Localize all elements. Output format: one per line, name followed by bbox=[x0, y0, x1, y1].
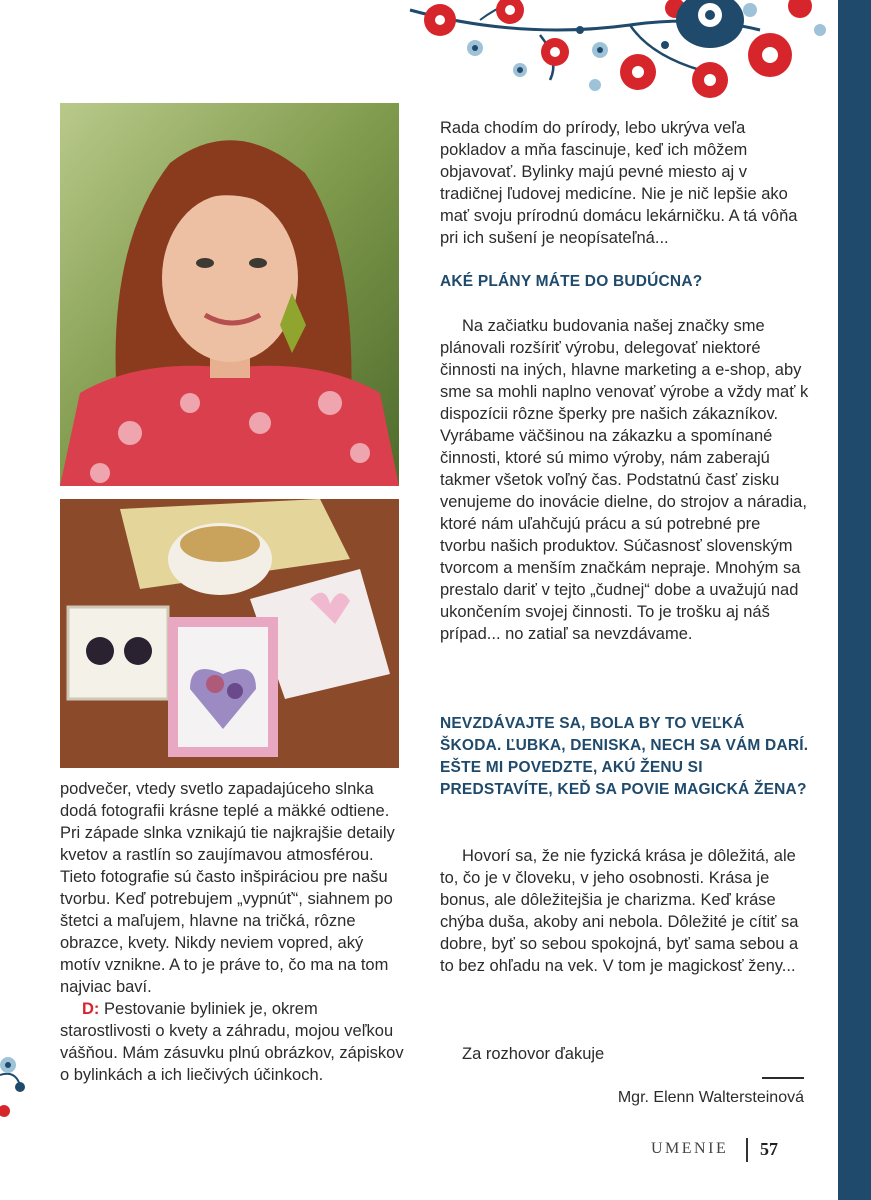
jewelry-photo bbox=[60, 499, 399, 768]
footer-section-name: UMENIE bbox=[651, 1140, 729, 1157]
left-paragraph-2 bbox=[60, 998, 405, 1086]
left-column-text bbox=[60, 778, 405, 1086]
question-heading-1: AKÉ PLÁNY MÁTE DO BUDÚCNA? bbox=[440, 273, 703, 290]
thanks-line: Za rozhovor ďakuje bbox=[462, 1045, 605, 1063]
floral-ornament-top bbox=[400, 0, 838, 100]
footer-divider bbox=[746, 1138, 748, 1162]
signature-divider bbox=[762, 1077, 804, 1079]
left-paragraph-1: podvečer, vtedy svetlo zapadajúceho slnka dodá fotografii krásne teplé a mäkké odtiene. Pri západe slnka vznikajú tie najkrajšie detaily kvetov a rastlín so zaujímavou atmosférou. Tieto fotografie sú často inšpiráciou pre našu tvorbu. Keď potrebujem „vypnúť“, siahnem po štetci a maľujem, hlavne na tričká, rôzne obrazce, kvety. Nikdy neviem vopred, aký motív vznikne. A to je práve to, čo ma na tom najviac baví. bbox=[60, 780, 395, 996]
left-paragraph-2-text: Pestovanie byliniek je, okrem starostlivosti o kvety a záhradu, mojou veľkou vášňou. Mám zásuvku plnú obrázkov, zápiskov o bylinkách a ich liečivých účinkoch. bbox=[60, 1000, 404, 1084]
answer-paragraph-1: Na začiatku budovania našej značky sme plánovali rozšíriť výrobu, delegovať niektoré činnosti na iných, hlavne marketing a e-shop, aby sme sa mohli naplno venovať výrobe a vždy mať k dispozícii rôzne šperky pre našich zákazníkov. Vyrábame väčšinou na zákazku a spomínané činnosti, ktoré sú mimo výroby, nám zaberajú takmer všetok voľný čas. Podstatnú časť zisku venujeme do inovácie dielne, do strojov a náradia, ktoré nám uľahčujú prácu a sú potrebné pre tvorbu našich produktov. Súčasnosť slovenským tvorcom a menším značkám nepraje. Mnohým sa prestalo dariť v tejto „čudnej“ dobe a uvažujú nad ukončením svojej činnosti. To je trošku aj náš prípad... no zatiaľ sa nevzdávame. bbox=[440, 317, 809, 643]
page-number: 57 bbox=[760, 1139, 778, 1159]
floral-ornament-left bbox=[0, 1045, 30, 1125]
side-color-bar bbox=[838, 0, 871, 1200]
portrait-photo bbox=[60, 103, 399, 486]
speaker-label: D: bbox=[82, 1000, 100, 1018]
author-signature: Mgr. Elenn Waltersteinová bbox=[617, 1089, 804, 1106]
question-heading-2: NEVZDÁVAJTE SA, BOLA BY TO VEĽKÁ ŠKODA. ĽUBKA, DENISKA, NECH SA VÁM DARÍ. EŠTE MI POVEDZTE, AKÚ ŽENU SI PREDSTAVÍTE, KEĎ SA POVIE MAGICKÁ ŽENA? bbox=[440, 715, 809, 798]
answer-paragraph-2: Hovorí sa, že nie fyzická krása je dôležitá, ale to, čo je v človeku, v jeho osobnosti. Krása je bonus, ale dôležitejšia je charizma. Keď kráse chýba duša, akoby ani nebola. Dôležité je cítiť sa dobre, byť so sebou spokojná, byť sama sebou a to bez ohľadu na vek. V tom je magickosť ženy... bbox=[440, 847, 799, 975]
intro-paragraph: Rada chodím do prírody, lebo ukrýva veľa pokladov a mňa fascinuje, keď ich môžem objavovať. Bylinky majú pevné miesto aj v tradičnej ľudovej medicíne. Nie je nič lepšie ako mať svoju prírodnú domácu lekárničku. A tá vôňa pri ich sušení je neopísateľná... bbox=[440, 119, 798, 247]
